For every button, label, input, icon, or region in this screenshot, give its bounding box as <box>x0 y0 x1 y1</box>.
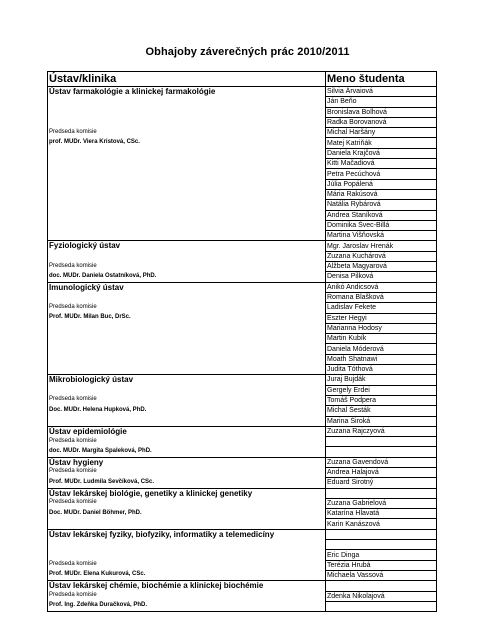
student-name: Michal Šesták <box>326 406 437 416</box>
dept-cell <box>48 200 326 210</box>
dept-cell <box>48 581 326 591</box>
student-name: Eric Dinga <box>326 550 437 560</box>
table-row <box>48 241 437 251</box>
student-name: Zuzana Rajczyová <box>326 426 437 436</box>
committee-label: Predseda komisie <box>49 468 97 475</box>
committee-label: Predseda komisie <box>49 592 97 599</box>
table-row <box>48 87 437 97</box>
table-row <box>48 169 437 179</box>
table-row <box>48 365 437 375</box>
dept-cell <box>48 447 326 457</box>
dept-cell <box>48 220 326 230</box>
table-row <box>48 570 437 580</box>
dept-cell <box>48 550 326 560</box>
student-name: Zuzana Kuchárová <box>326 251 437 261</box>
table-header-row <box>48 72 437 87</box>
table-row <box>48 498 437 508</box>
dept-cell <box>48 416 326 426</box>
student-name: Anikó Andicsová <box>326 282 437 292</box>
student-name: Daniela Móderová <box>326 344 437 354</box>
dept-cell <box>48 529 326 539</box>
table-row <box>48 303 437 313</box>
committee-chair: Prof. MUDr. Milan Buc, DrSc. <box>49 314 131 321</box>
student-name: Moath Shatnawi <box>326 354 437 364</box>
dept-cell <box>48 426 326 436</box>
dept-cell <box>48 385 326 395</box>
table-body <box>48 87 437 612</box>
table-row <box>48 262 437 272</box>
dept-cell <box>48 107 326 117</box>
student-name: Eduard Sirotný <box>326 478 437 488</box>
table-row <box>48 117 437 127</box>
dept-cell <box>48 148 326 158</box>
table-row <box>48 220 437 230</box>
dept-cell <box>48 437 326 447</box>
committee-chair: doc. MUDr. Margita Špaleková, PhD. <box>49 447 152 454</box>
student-name <box>326 540 437 550</box>
dept-cell <box>48 138 326 148</box>
committee-label: Predseda komisie <box>49 303 97 310</box>
committee-chair: Prof. MUDr. Elena Kukurová, CSc. <box>49 571 146 578</box>
student-name: Matej Katriňák <box>326 138 437 148</box>
dept-cell <box>48 498 326 508</box>
page-title: Obhajoby záverečných prác 2010/2011 <box>145 46 350 58</box>
table-row <box>48 447 437 457</box>
table-row <box>48 519 437 529</box>
dept-cell <box>48 292 326 302</box>
student-name: Kitti Mačadiová <box>326 159 437 169</box>
dept-cell <box>48 323 326 333</box>
student-name <box>326 529 437 539</box>
committee-label: Predseda komisie <box>49 396 97 403</box>
table-row <box>48 344 437 354</box>
dept-cell <box>48 395 326 405</box>
student-name <box>326 437 437 447</box>
table-row <box>48 138 437 148</box>
student-name: Petra Pecúchová <box>326 169 437 179</box>
dept-cell <box>48 570 326 580</box>
dept-cell <box>48 313 326 323</box>
table-row <box>48 313 437 323</box>
defense-table <box>47 71 437 612</box>
dept-cell <box>48 272 326 282</box>
table-row <box>48 406 437 416</box>
student-name: Zdenka Nikolajová <box>326 591 437 601</box>
table-row <box>48 375 437 385</box>
department-name: Ústav hygieny <box>49 457 104 467</box>
student-name: Silvia Árvaiová <box>326 87 437 97</box>
dept-cell <box>48 179 326 189</box>
table-row <box>48 179 437 189</box>
dept-cell <box>48 231 326 241</box>
department-name: Ústav lekárskej fyziky, biofyziky, informatiky a telemedicíny <box>49 529 275 539</box>
dept-cell <box>48 591 326 601</box>
table-row <box>48 159 437 169</box>
student-name: Katarína Hlavatá <box>326 509 437 519</box>
student-name: Marianna Hodosy <box>326 323 437 333</box>
student-name: Natália Rybárová <box>326 200 437 210</box>
student-name: Michal Haršány <box>326 128 437 138</box>
student-name: Ladislav Fekete <box>326 303 437 313</box>
student-name: Júlia Popálená <box>326 179 437 189</box>
table-row <box>48 128 437 138</box>
department-name: Mikrobiologický ústav <box>49 375 134 385</box>
column-header-dept: Ústav/klinika <box>48 72 326 87</box>
dept-cell <box>48 210 326 220</box>
table-row <box>48 292 437 302</box>
dept-cell <box>48 365 326 375</box>
table-row <box>48 189 437 199</box>
department-name: Ústav lekárskej chémie, biochémie a klinickej biochémie <box>49 581 264 591</box>
dept-cell <box>48 560 326 570</box>
student-name: Martin Kubík <box>326 334 437 344</box>
dept-cell <box>48 344 326 354</box>
student-name: Terézia Hrubá <box>326 560 437 570</box>
committee-chair: doc. MUDr. Daniela Ostatníková, PhD. <box>49 272 157 279</box>
committee-chair: Prof. Ing. Zdeňka Ďuračková, PhD. <box>49 602 148 609</box>
dept-cell <box>48 540 326 550</box>
dept-cell <box>48 457 326 467</box>
dept-cell <box>48 128 326 138</box>
table-row <box>48 385 437 395</box>
table-row <box>48 467 437 477</box>
table-row <box>48 509 437 519</box>
table-row <box>48 200 437 210</box>
student-name: Gergely Erdei <box>326 385 437 395</box>
dept-cell <box>48 303 326 313</box>
student-name: Karin Kanászová <box>326 519 437 529</box>
committee-label: Predseda komisie <box>49 128 97 135</box>
student-name <box>326 447 437 457</box>
student-name: Zuzana Gavendová <box>326 457 437 467</box>
dept-cell <box>48 467 326 477</box>
student-name: Alžbeta Magyarová <box>326 262 437 272</box>
student-name: Radka Borovanová <box>326 117 437 127</box>
dept-cell <box>48 519 326 529</box>
table-row <box>48 550 437 560</box>
dept-cell <box>48 262 326 272</box>
table-row <box>48 416 437 426</box>
table-row <box>48 437 437 447</box>
student-name: Ján Beňo <box>326 97 437 107</box>
table-row <box>48 540 437 550</box>
student-name: Michaela Vassová <box>326 570 437 580</box>
table-row <box>48 560 437 570</box>
dept-cell <box>48 169 326 179</box>
table-row <box>48 488 437 498</box>
committee-label: Predseda komisie <box>49 262 97 269</box>
committee-label: Predseda komisie <box>49 499 97 506</box>
dept-cell <box>48 87 326 97</box>
dept-cell <box>48 601 326 611</box>
table-row <box>48 272 437 282</box>
committee-chair: prof. MUDr. Viera Kristová, CSc. <box>49 138 140 145</box>
table-row <box>48 601 437 611</box>
dept-cell <box>48 117 326 127</box>
dept-cell <box>48 97 326 107</box>
table-row <box>48 97 437 107</box>
student-name: Zuzana Gabrielová <box>326 498 437 508</box>
table-row <box>48 231 437 241</box>
department-name: Imunologický ústav <box>49 282 124 292</box>
student-name <box>326 601 437 611</box>
committee-chair: Doc. MUDr. Daniel Böhmer, PhD. <box>49 509 142 516</box>
dept-cell <box>48 251 326 261</box>
table-row <box>48 581 437 591</box>
committee-label: Predseda komisie <box>49 437 97 444</box>
column-header-student: Meno študenta <box>326 72 437 87</box>
student-name <box>326 488 437 498</box>
student-name <box>326 581 437 591</box>
student-name: Romana Blašková <box>326 292 437 302</box>
dept-cell <box>48 282 326 292</box>
table-row <box>48 282 437 292</box>
student-name: Andrea Staníková <box>326 210 437 220</box>
student-name: Judita Tóthová <box>326 365 437 375</box>
dept-cell <box>48 354 326 364</box>
table-row <box>48 529 437 539</box>
student-name: Mária Rakúsová <box>326 189 437 199</box>
table-row <box>48 426 437 436</box>
table-row <box>48 457 437 467</box>
table-row <box>48 395 437 405</box>
dept-cell <box>48 159 326 169</box>
student-name: Andrea Halajová <box>326 467 437 477</box>
department-name: Ústav lekárskej biológie, genetiky a klinickej genetiky <box>49 488 253 498</box>
department-name: Ústav epidemiológie <box>49 426 127 436</box>
table-row <box>48 478 437 488</box>
student-name: Daniela Krajčová <box>326 148 437 158</box>
student-name: Mgr. Jaroslav Hrenák <box>326 241 437 251</box>
student-name: Eszter Hegyi <box>326 313 437 323</box>
student-name: Bronislava Bolhová <box>326 107 437 117</box>
table-row <box>48 334 437 344</box>
student-name: Juraj Bujdák <box>326 375 437 385</box>
student-name: Denisa Pilková <box>326 272 437 282</box>
student-name: Martina Višňovská <box>326 231 437 241</box>
table-row <box>48 148 437 158</box>
dept-cell <box>48 189 326 199</box>
committee-label: Predseda komisie <box>49 561 97 568</box>
department-name: Ústav farmakológie a klinickej farmakológie <box>49 87 216 96</box>
table-row <box>48 354 437 364</box>
student-name: Marina Široká <box>326 416 437 426</box>
department-name: Fyziologický ústav <box>49 241 121 251</box>
dept-cell <box>48 334 326 344</box>
dept-cell <box>48 241 326 251</box>
dept-cell <box>48 488 326 498</box>
student-name: Tomáš Podpera <box>326 395 437 405</box>
table-row <box>48 107 437 117</box>
dept-cell <box>48 509 326 519</box>
dept-cell <box>48 406 326 416</box>
committee-chair: Prof. MUDr. Ludmila Ševčíková, CSc. <box>49 478 155 485</box>
table-row <box>48 323 437 333</box>
dept-cell <box>48 375 326 385</box>
table-row <box>48 591 437 601</box>
dept-cell <box>48 478 326 488</box>
table-row <box>48 210 437 220</box>
student-name: Dominika Švec-Billá <box>326 220 437 230</box>
table-row <box>48 251 437 261</box>
committee-chair: Doc. MUDr. Helena Hupková, PhD. <box>49 406 147 413</box>
